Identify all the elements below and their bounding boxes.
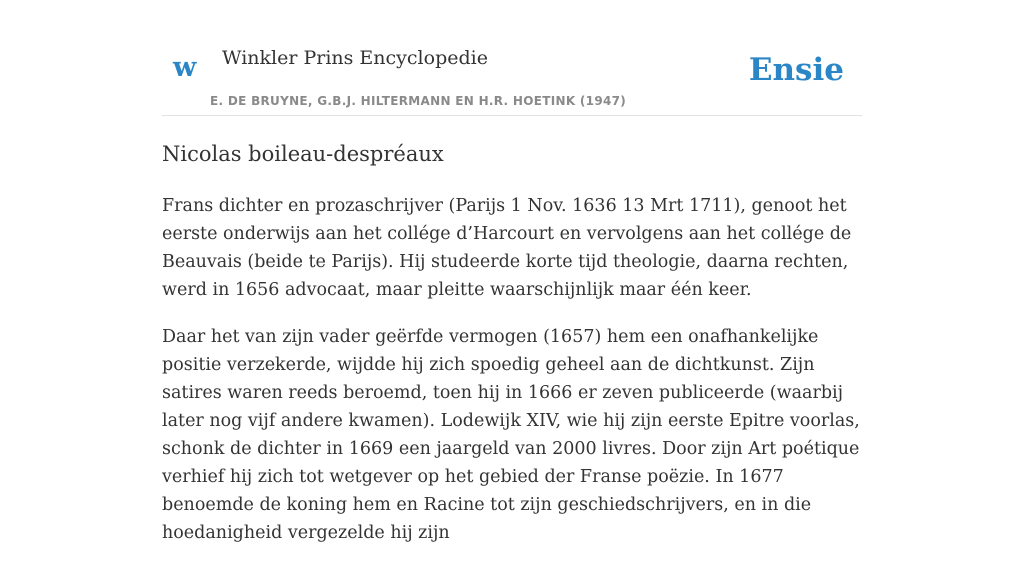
source-authors: E. DE BRUYNE, G.B.J. HILTERMANN EN H.R. HOETINK (1947) bbox=[210, 94, 627, 108]
ensie-logo[interactable]: Ensie bbox=[748, 52, 844, 88]
article-paragraph: Frans dichter en prozaschrijver (Parijs 1 Nov. 1636 13 Mrt 1711), genoot het eerste onderwijs aan het collége d’Harcourt en vervolgens aan het collége de Beauvais (beide te Parijs). Hij studeerde korte tijd theologie, daarna rechten, werd in 1656 advocaat, maar pleitte waarschijnlijk maar één keer. bbox=[162, 196, 852, 300]
article-paragraph: Daar het van zijn vader geërfde vermogen (1657) hem een onafhankelijke positie verzekerde, wijdde hij zich spoedig geheel aan de dichtkunst. Zijn satires waren reeds beroemd, toen hij in 1666 er zeven publiceerde (waarbij later nog vijf andere kwamen). Lodewijk XIV, wie hij zijn eerste Epitre voorlas, schonk de dichter in 1669 een jaargeld van 2000 livres. Door zijn Art poétique verhief hij zich tot wetgever op het gebied der Franse poëzie. In 1677 benoemde de koning hem en Racine tot zijn geschiedschrijvers, en in die hoedanigheid vergezelde hij zijn bbox=[162, 327, 860, 543]
winkler-prins-logo-icon[interactable]: w bbox=[173, 52, 197, 83]
source-title[interactable]: Winkler Prins Encyclopedie bbox=[222, 47, 488, 69]
article-body bbox=[162, 192, 862, 566]
source-header bbox=[162, 38, 862, 116]
article-title: Nicolas boileau-despréaux bbox=[162, 142, 444, 166]
